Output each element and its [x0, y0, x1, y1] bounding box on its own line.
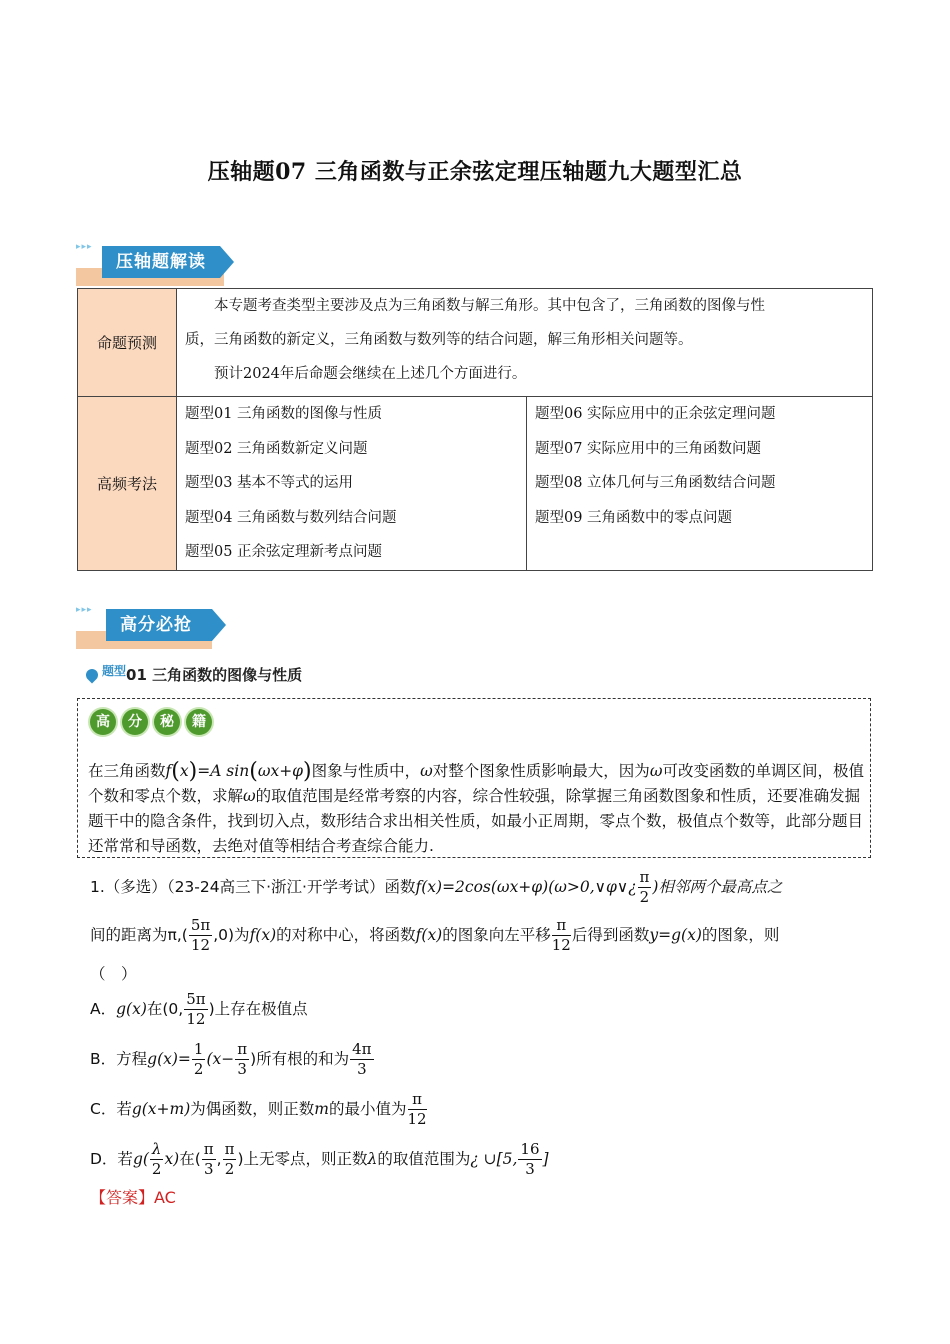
text-run: 的取值范围为: [377, 1150, 471, 1168]
fraction: $\frac{5\pi}{12}$: [190, 916, 211, 954]
prediction-paragraph-2: 预计2024年后命题会继续在上述几个方面进行。: [214, 366, 527, 382]
prediction-label: 命题预测: [78, 289, 177, 397]
tips-text: 在三角函数f(x)=A sin(ωx+φ)图象与性质中，ω对整个图象性质影响最大，因为ω可改变函数的单调区间，极值个数和零点个数，求解ω的取值范围是经常考察的内容，综合性较强，除掌握三角函数图象和性质，还要准确发掘题干中的隐含条件，找到切入点，数形结合求出相关性质，如最小正周期，零点个数，极值点个数等，此部分题目还常常和导函数，去绝对值等相结合考查综合能力.: [88, 759, 864, 855]
badge-icon: 高: [90, 709, 116, 735]
math-expression: f(x): [249, 926, 277, 944]
text-run: )相邻两个最高点之: [652, 878, 783, 896]
banner-label: 压轴题解读: [102, 246, 220, 278]
text-run: ,: [216, 1150, 222, 1168]
text-run: )上存在极值点: [208, 1000, 308, 1018]
text-run: 图象与性质中，: [311, 762, 421, 780]
math-expression: x): [164, 1150, 180, 1168]
fraction: $\frac{4\pi}{3}$: [352, 1040, 372, 1078]
text-run: 的对称中心，将函数: [276, 926, 416, 944]
frequency-row: [78, 397, 873, 571]
type01-heading: [86, 664, 302, 685]
text-run: 后得到函数: [571, 926, 650, 944]
text-run: 的取值范围是经常考察的内容，综合性较强，除掌握三角函数图象和性质，还要准确发掘题干中的隐含条件，找到切入点，数形结合求出相关性质，如最小正周期，零点个数，极值点个数等，此部分题目还常常和导函数，去绝对值等相结合考查综合能力.: [88, 787, 864, 855]
banner-label: 高分必抢: [106, 609, 212, 641]
page-title: 压轴题07 三角函数与正余弦定理压轴题九大题型汇总: [207, 159, 743, 185]
question-kind: （多选）: [104, 878, 167, 896]
banner-dots-icon: ▸▸▸: [76, 605, 93, 615]
text-run: 可改变函数的单调区间，极值个数和零点个数，求解: [88, 762, 864, 805]
tips-badges: [90, 709, 218, 735]
option-label: C．若: [90, 1100, 132, 1118]
question-source: （23-24高三下·浙江·开学考试）: [166, 878, 385, 896]
fraction: $\frac{\pi}{3}$: [237, 1040, 248, 1078]
math-symbol: ]: [542, 1150, 549, 1168]
text-run: 的图象向左平移: [442, 926, 551, 944]
fraction: $\frac{\pi}{2}$: [224, 1140, 235, 1178]
math-expression: y=g(x): [649, 926, 702, 944]
tips-box: [77, 698, 871, 858]
fraction: $\frac{5\pi}{12}$: [186, 990, 206, 1028]
fraction: $\frac{\pi}{3}$: [203, 1140, 214, 1178]
answer-text: 【答案】AC: [90, 1188, 176, 1207]
math-expression: (x−: [206, 1050, 235, 1068]
summary-table: [77, 288, 873, 571]
math-expression: ¿ ∪[5,: [470, 1150, 518, 1168]
text-run: 函数: [384, 878, 416, 896]
fraction: $\frac{1}{2}$: [193, 1040, 204, 1078]
text-run: 在(0,: [146, 1000, 184, 1018]
question-stem-line-2: [90, 916, 880, 955]
fraction: $\frac{\pi}{2}$: [639, 868, 650, 906]
fraction: $\frac{16}{3}$: [520, 1140, 540, 1178]
list-item: 题型01 三角函数的图像与性质: [185, 406, 383, 422]
text-run: 为偶函数，则正数: [190, 1100, 315, 1118]
prediction-row: [78, 289, 873, 397]
math-symbol: λ: [367, 1150, 378, 1168]
type-tag: 题型: [102, 664, 127, 678]
text-run: 的最小值为: [329, 1100, 407, 1118]
text-run: )所有根的和为: [250, 1050, 350, 1068]
prediction-paragraph-1b: 质，三角函数的新定义，三角函数与数列等的结合问题，解三角形相关问题等。: [185, 332, 693, 348]
prediction-content: [177, 289, 873, 397]
text-run: ,0)为: [213, 926, 250, 944]
math-expression: f(x): [415, 926, 443, 944]
math-symbol: f: [165, 762, 172, 780]
location-pin-icon: [84, 667, 101, 684]
banner-dots-icon: ▸▸▸: [76, 242, 93, 252]
option-label: A．: [90, 1000, 117, 1018]
math-expression: g(x+m): [131, 1100, 191, 1118]
answer-blank: （ ）: [90, 965, 137, 983]
fraction: $\frac{\pi}{12}$: [407, 1090, 427, 1128]
text-run: 对整个图象性质影响最大，因为: [432, 762, 650, 780]
list-item: 题型03 基本不等式的运用: [185, 475, 354, 491]
option-d: [90, 1140, 549, 1179]
frequency-label: 高频考法: [78, 397, 177, 571]
math-expression: f(x): [415, 878, 443, 896]
math-expression: g(x): [116, 1000, 147, 1018]
list-item: 题型07 实际应用中的三角函数问题: [535, 440, 762, 457]
list-item: 题型06 实际应用中的正余弦定理问题: [535, 406, 776, 422]
badge-icon: 籍: [186, 709, 212, 735]
option-a: [90, 990, 308, 1029]
option-c: [90, 1090, 428, 1129]
text-run: 间的距离为π,(: [90, 926, 188, 944]
frequency-right-column: [527, 397, 873, 571]
banner-tail-icon: [212, 609, 226, 641]
section-banner-high-score: [76, 605, 226, 649]
math-symbol: x: [179, 762, 189, 780]
fraction: $\frac{\pi}{12}$: [551, 916, 571, 954]
math-expression: ωx+φ: [257, 762, 304, 780]
badge-icon: 秘: [154, 709, 180, 735]
list-item: 题型08 立体几何与三角函数结合问题: [535, 475, 776, 491]
option-b: [90, 1040, 375, 1079]
prediction-paragraph-1: 本专题考查类型主要涉及点为三角函数与解三角形。其中包含了，三角函数的图像与性: [214, 298, 765, 314]
list-item: 题型09 三角函数中的零点问题: [535, 509, 733, 526]
option-label: B．方程: [90, 1050, 148, 1068]
text-run: 在(: [179, 1150, 201, 1168]
list-item: 题型04 三角函数与数列结合问题: [185, 509, 397, 526]
math-expression: =2cos(ωx+φ)(ω>0,∨φ∨¿: [442, 878, 637, 896]
section-banner-interpretation: [76, 242, 236, 286]
math-symbol: ω: [420, 762, 433, 780]
text-run: 的图象，则: [701, 926, 780, 944]
option-label: D．若: [90, 1150, 133, 1168]
fraction: $\frac{\lambda}{2}$: [151, 1140, 162, 1178]
math-symbol: ω: [649, 762, 663, 780]
math-symbol: m: [314, 1100, 329, 1118]
math-expression: g(: [132, 1150, 149, 1168]
text-run: )上无零点，则正数: [237, 1150, 368, 1168]
text-run: 在三角函数: [88, 762, 166, 780]
frequency-left-column: [177, 397, 527, 571]
question-stem-line-1: [90, 868, 880, 907]
banner-tail-icon: [220, 246, 234, 278]
list-item: 题型02 三角函数新定义问题: [185, 440, 368, 457]
math-expression: g(x)=: [147, 1050, 191, 1068]
badge-icon: 分: [122, 709, 148, 735]
list-item: 题型05 正余弦定理新考点问题: [185, 544, 383, 560]
math-symbol: ω: [243, 787, 256, 805]
type01-title: 01 三角函数的图像与性质: [126, 666, 303, 684]
math-expression: =A sin: [197, 762, 250, 780]
question-number: 1.: [90, 878, 105, 896]
